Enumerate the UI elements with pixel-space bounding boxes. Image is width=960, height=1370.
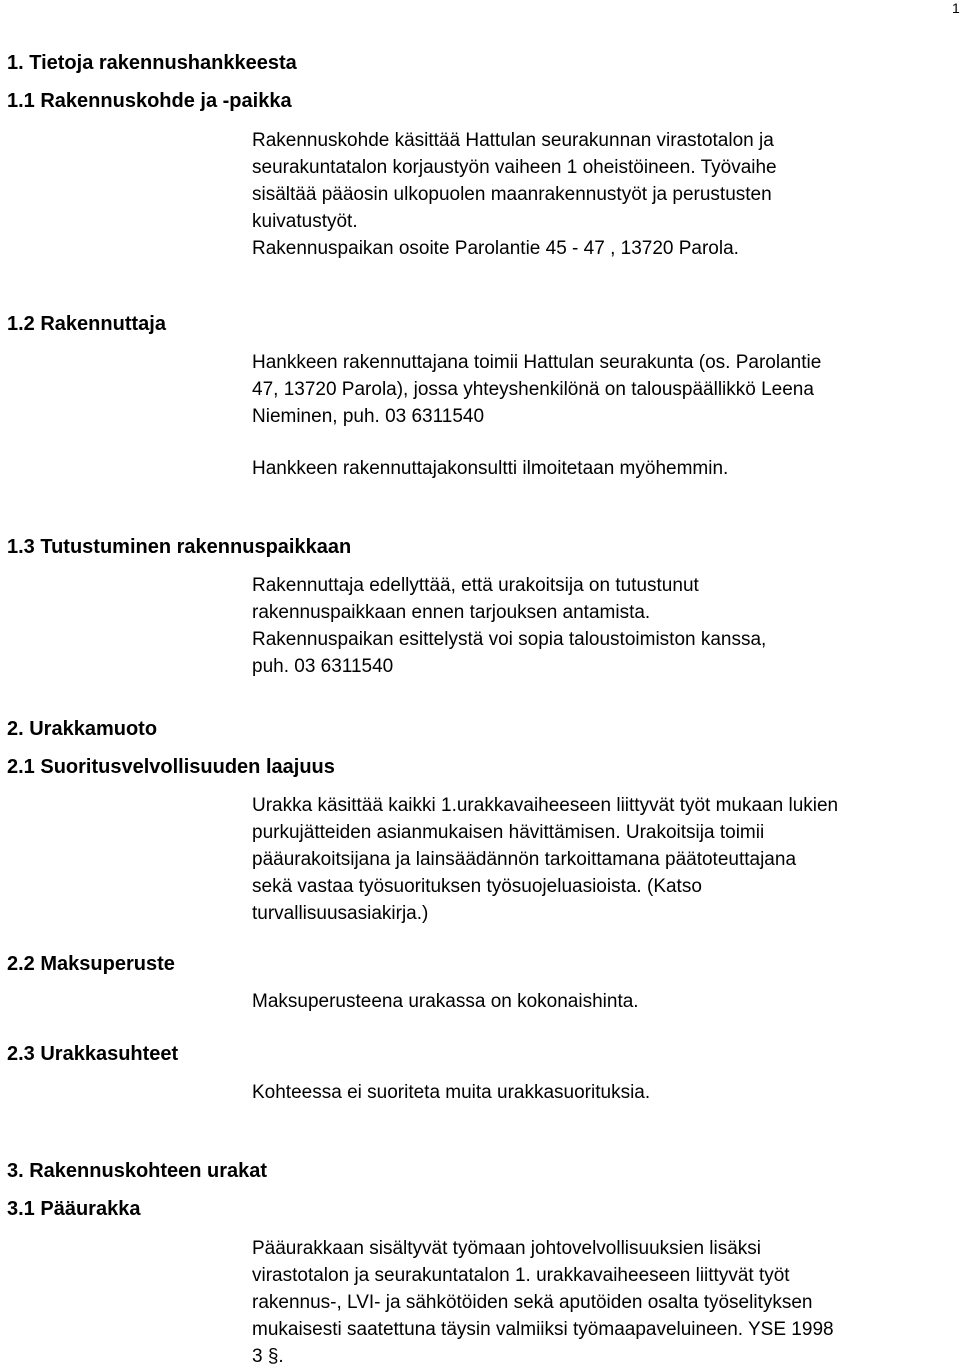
text-line: Nieminen, puh. 03 6311540 bbox=[252, 406, 485, 427]
text-line: kuivatustyöt. bbox=[252, 211, 358, 232]
heading-3: 3. Rakennuskohteen urakat bbox=[7, 1160, 268, 1182]
text-line: puh. 03 6311540 bbox=[252, 656, 394, 677]
paragraph-1-2-note bbox=[252, 455, 728, 482]
heading-1: 1. Tietoja rakennushankkeesta bbox=[7, 52, 297, 74]
text-line: Kohteessa ei suoriteta muita urakkasuorituksia. bbox=[252, 1082, 651, 1103]
page-number: 1 bbox=[952, 0, 960, 16]
heading-1-3: 1.3 Tutustuminen rakennuspaikkaan bbox=[7, 536, 352, 558]
text-line: rakennus-, LVI- ja sähkötöiden sekä aputöiden osalta työselityksen bbox=[252, 1292, 813, 1313]
text-line: seurakuntatalon korjaustyön vaiheen 1 oheistöineen. Työvaihe bbox=[252, 157, 777, 178]
text-line: 3 §. bbox=[252, 1346, 284, 1367]
paragraph-1-1 bbox=[252, 127, 777, 262]
heading-2-2: 2.2 Maksuperuste bbox=[7, 953, 175, 975]
text-line: Rakennuspaikan esittelystä voi sopia taloustoimiston kanssa, bbox=[252, 629, 767, 650]
heading-2-3: 2.3 Urakkasuhteet bbox=[7, 1043, 179, 1065]
heading-2-1: 2.1 Suoritusvelvollisuuden laajuus bbox=[7, 756, 335, 778]
text-line: pääurakoitsijana ja lainsäädännön tarkoittamana päätoteuttajana bbox=[252, 849, 797, 870]
paragraph-2-2 bbox=[252, 988, 639, 1015]
text-line: Rakennuskohde käsittää Hattulan seurakunnan virastotalon ja bbox=[252, 130, 774, 151]
text-line: sisältää pääosin ulkopuolen maanrakennustyöt ja perustusten bbox=[252, 184, 772, 205]
text-line: virastotalon ja seurakuntatalon 1. urakkavaiheeseen liittyvät työt bbox=[252, 1265, 790, 1286]
text-line: purkujätteiden asianmukaisen hävittämisen. Urakoitsija toimii bbox=[252, 822, 765, 843]
heading-1-2: 1.2 Rakennuttaja bbox=[7, 313, 166, 335]
text-line: rakennuspaikkaan ennen tarjouksen antamista. bbox=[252, 602, 651, 623]
paragraph-2-1 bbox=[252, 792, 838, 927]
text-line: sekä vastaa työsuorituksen työsuojeluasioista. (Katso bbox=[252, 876, 702, 897]
paragraph-3-1 bbox=[252, 1235, 834, 1370]
text-line: Hankkeen rakennuttajana toimii Hattulan seurakunta (os. Parolantie bbox=[252, 352, 822, 373]
paragraph-1-3 bbox=[252, 572, 766, 680]
text-line: Rakennuttaja edellyttää, että urakoitsija on tutustunut bbox=[252, 575, 699, 596]
paragraph-2-3 bbox=[252, 1079, 650, 1106]
text-line: Rakennuspaikan osoite Parolantie 45 - 47 , 13720 Parola. bbox=[252, 238, 739, 259]
text-line: turvallisuusasiakirja.) bbox=[252, 903, 429, 924]
text-line: Urakka käsittää kaikki 1.urakkavaiheeseen liittyvät työt mukaan lukien bbox=[252, 795, 839, 816]
heading-2: 2. Urakkamuoto bbox=[7, 718, 158, 740]
text-line: Pääurakkaan sisältyvät työmaan johtovelvollisuuksien lisäksi bbox=[252, 1238, 762, 1259]
text-line: Maksuperusteena urakassa on kokonaishinta. bbox=[252, 991, 639, 1012]
heading-3-1: 3.1 Pääurakka bbox=[7, 1198, 141, 1220]
paragraph-1-2 bbox=[252, 349, 821, 430]
text-line: 47, 13720 Parola), jossa yhteyshenkilönä on talouspäällikkö Leena bbox=[252, 379, 814, 400]
text-line: mukaisesti saatettuna täysin valmiiksi työmaapaveluineen. YSE 1998 bbox=[252, 1319, 834, 1340]
heading-1-1: 1.1 Rakennuskohde ja -paikka bbox=[7, 90, 292, 112]
text-line: Hankkeen rakennuttajakonsultti ilmoitetaan myöhemmin. bbox=[252, 458, 729, 479]
